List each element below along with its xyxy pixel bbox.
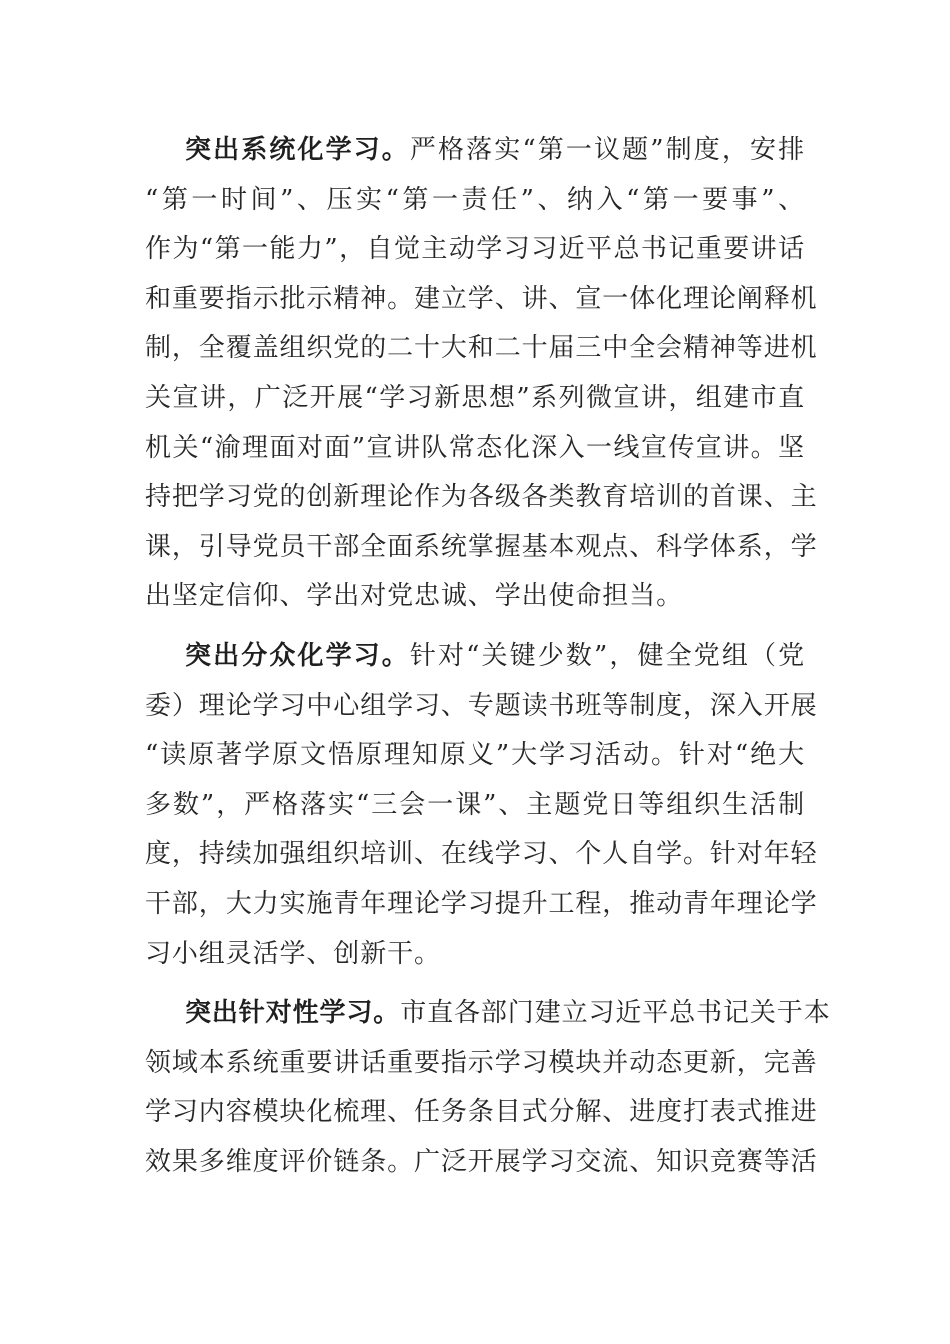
paragraph-line: “第一时间”、压实“第一责任”、纳入“第一要事”、 (145, 184, 805, 215)
paragraph-line: 多数”，严格落实“三会一课”、主题党日等组织生活制 (145, 789, 805, 820)
paragraph-line: 课，引导党员干部全面系统掌握基本观点、科学体系，学 (145, 531, 818, 562)
paragraph-heading: 突出系统化学习。 (185, 135, 410, 165)
paragraph-systematic-learning (145, 126, 818, 622)
paragraph-line: 效果多维度评价链条。广泛开展学习交流、知识竞赛等活 (145, 1146, 818, 1177)
paragraph-text: 市直各部门建立习近平总书记关于本 (400, 998, 831, 1029)
paragraph-line: 学习内容模块化梳理、任务条目式分解、进度打表式推进 (145, 1097, 818, 1128)
paragraph-line: 和重要指示批示精神。建立学、讲、宣一体化理论阐释机 (145, 283, 818, 314)
paragraph-heading: 突出分众化学习。 (185, 640, 410, 671)
paragraph-line: 习小组灵活学、创新干。 (145, 938, 441, 969)
paragraph-targeted-learning (145, 989, 831, 1187)
paragraph-line: 持把学习党的创新理论作为各级各类教育培训的首课、主 (145, 482, 818, 513)
paragraph-line: 关宣讲，广泛开展“学习新思想”系列微宣讲，组建市直 (145, 382, 805, 413)
paragraph-line: 干部，大力实施青年理论学习提升工程，推动青年理论学 (145, 888, 818, 919)
document-page (145, 126, 831, 1197)
paragraph-line: 出坚定信仰、学出对党忠诚、学出使命担当。 (145, 581, 684, 612)
paragraph-first-line (145, 126, 805, 176)
paragraph-line: 委）理论学习中心组学习、专题读书班等制度，深入开展 (145, 690, 818, 721)
paragraph-line: 领域本系统重要讲话重要指示学习模块并动态更新，完善 (145, 1047, 818, 1078)
paragraph-line: 制，全覆盖组织党的二十大和二十届三中全会精神等进机 (145, 333, 818, 364)
paragraph-first-line (145, 989, 831, 1039)
paragraph-first-line (145, 632, 805, 682)
paragraph-text: 针对“关键少数”，健全党组（党 (409, 640, 805, 671)
paragraph-line: 作为“第一能力”，自觉主动学习习近平总书记重要讲话 (145, 234, 805, 265)
paragraph-line: “读原著学原文悟原理知原义”大学习活动。针对“绝大 (145, 740, 805, 771)
paragraph-audience-learning (145, 632, 818, 979)
paragraph-text: 严格落实“第一议题”制度，安排 (409, 135, 805, 165)
paragraph-heading: 突出针对性学习。 (185, 998, 401, 1029)
paragraph-line: 度，持续加强组织培训、在线学习、个人自学。针对年轻 (145, 839, 818, 870)
paragraph-line: 机关“渝理面对面”宣讲队常态化深入一线宣传宣讲。坚 (145, 432, 805, 463)
